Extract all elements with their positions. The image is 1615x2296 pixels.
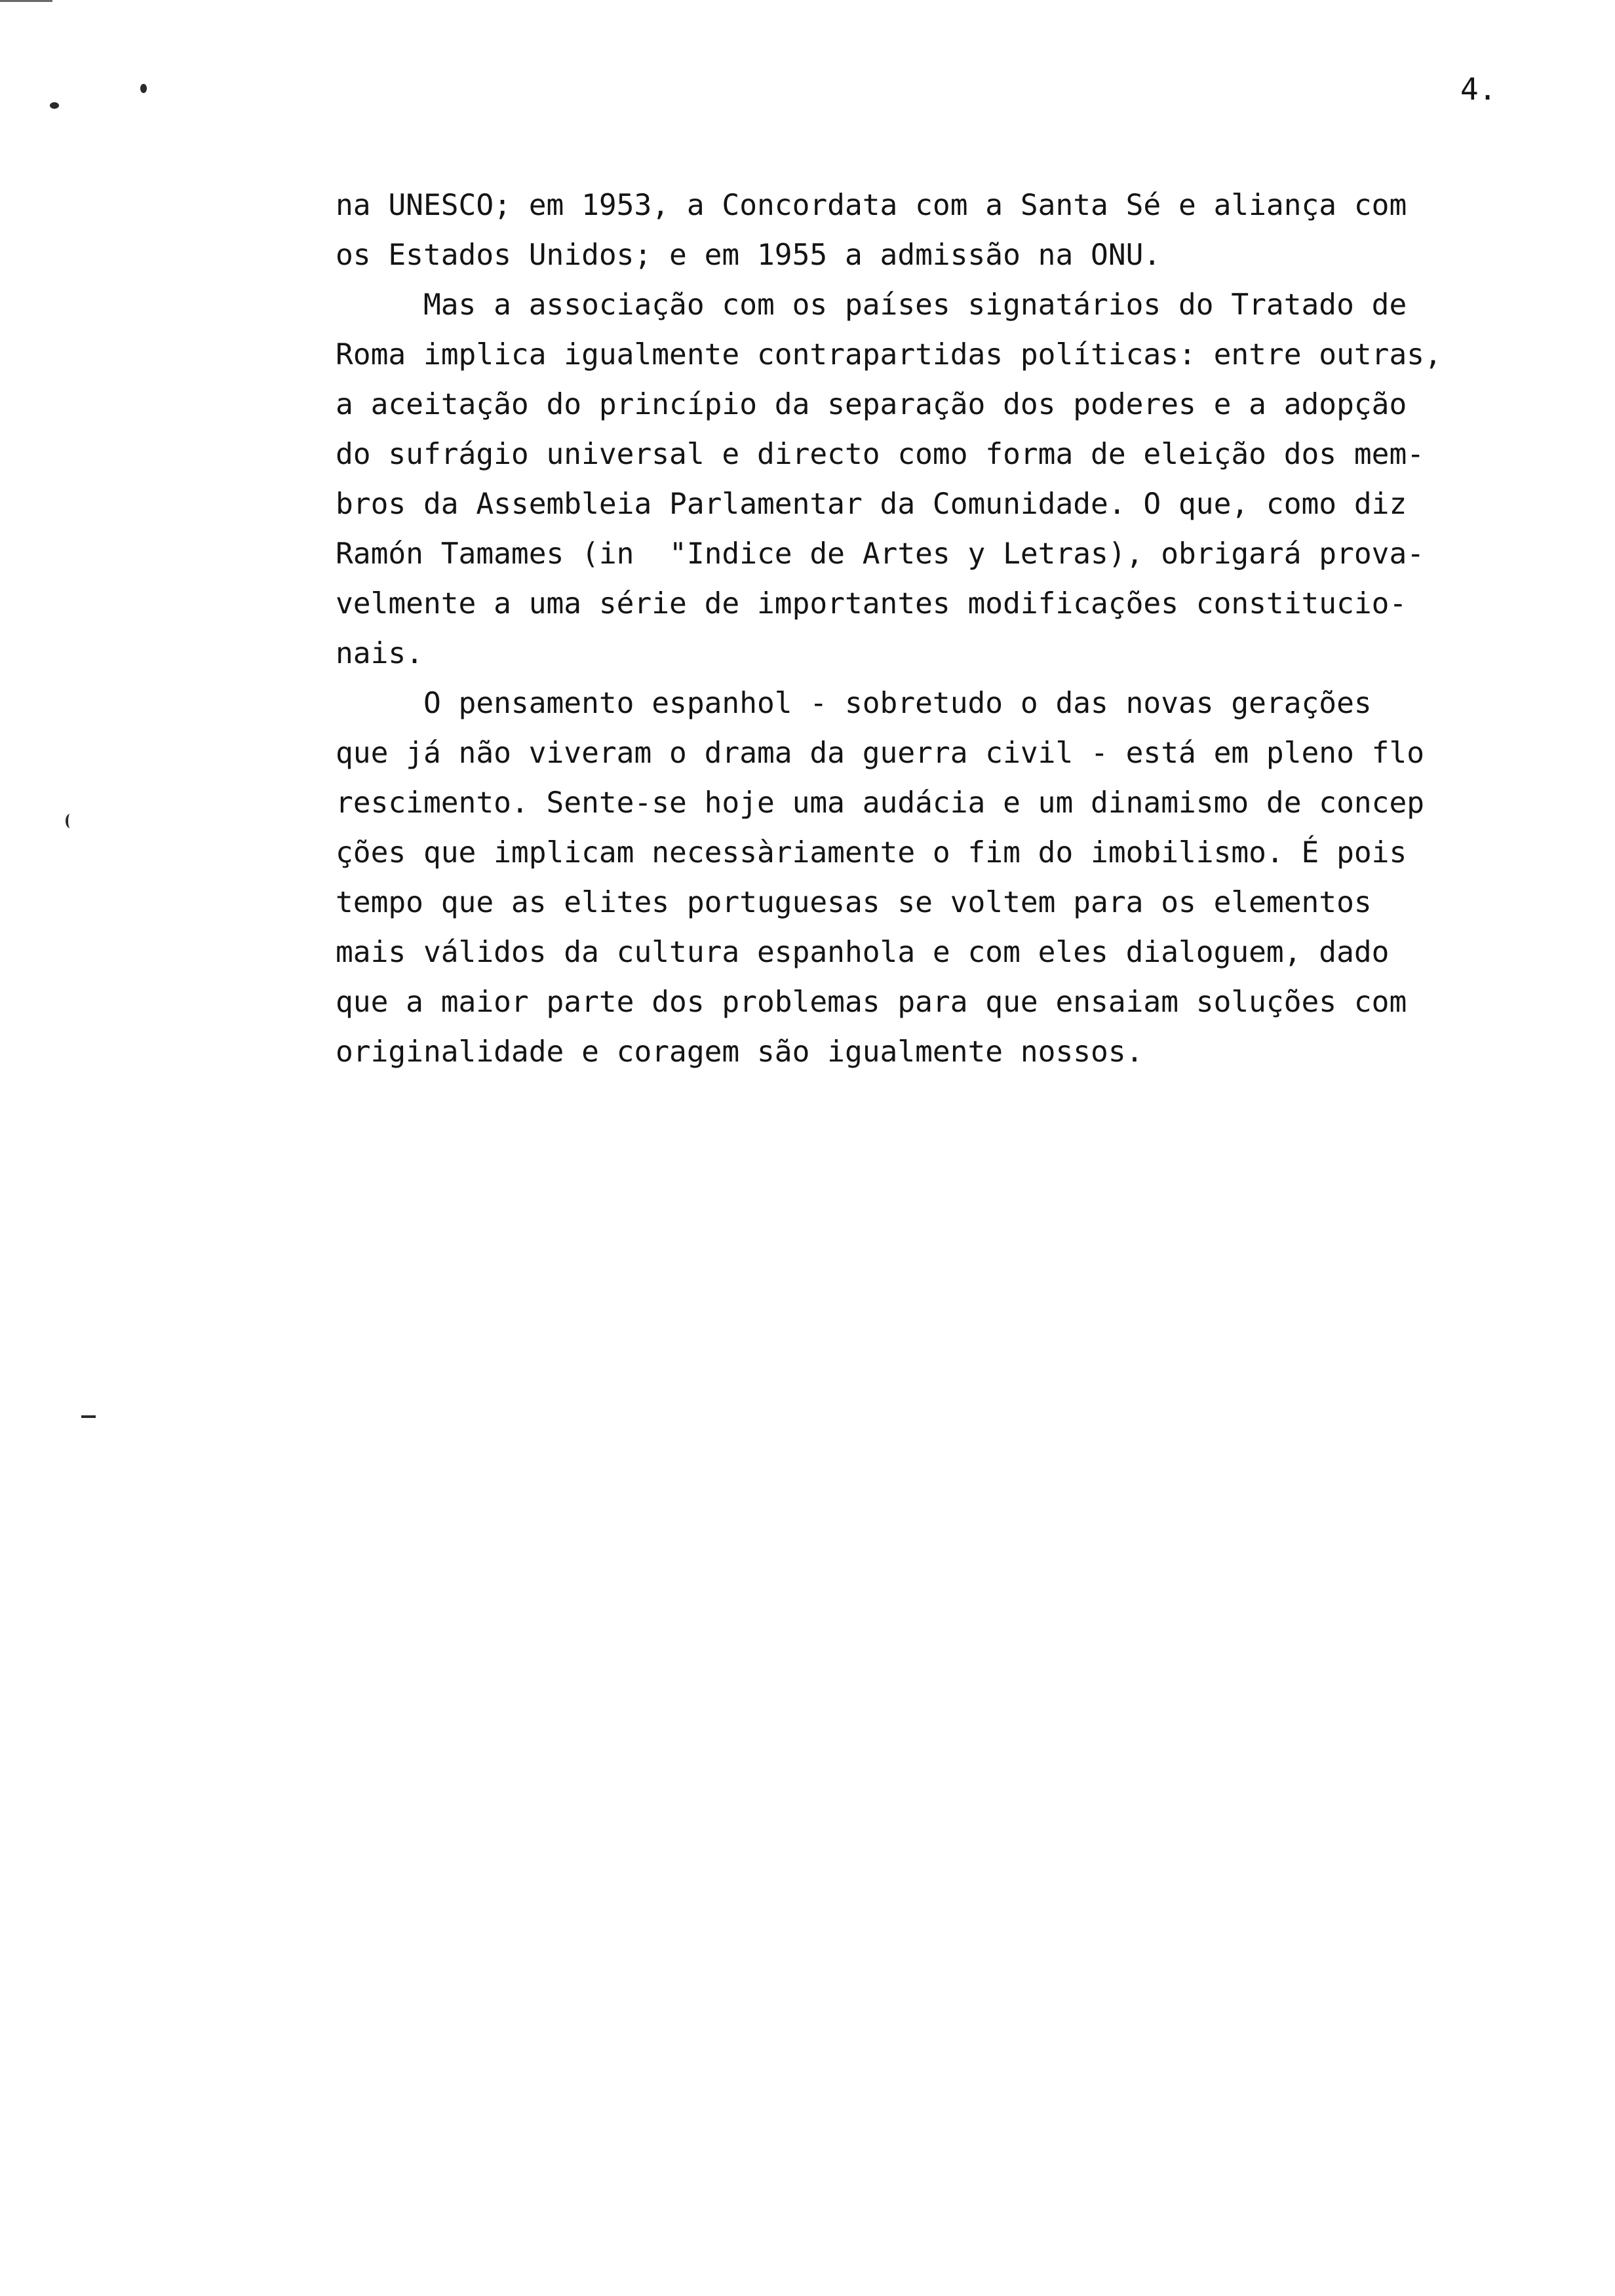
text-line: a aceitação do princípio da separação dos poderes e a adopção <box>336 388 1407 421</box>
top-edge-rule <box>0 0 52 2</box>
text-line: Roma implica igualmente contrapartidas políticas: entre outras, <box>336 338 1442 372</box>
page-number: 4. <box>1460 71 1497 107</box>
text-line: ções que implicam necessàriamente o fim do imobilismo. É pois <box>336 836 1407 870</box>
text-line: que a maior parte dos problemas para que ensaiam soluções com <box>336 985 1407 1019</box>
text-line: os Estados Unidos; e em 1955 a admissão na ONU. <box>336 239 1161 272</box>
margin-ink-mark <box>66 814 75 828</box>
text-line: do sufrágio universal e directo como forma de eleição dos mem- <box>336 438 1425 471</box>
text-line: que já não viveram o drama da guerra civil - está em pleno flo <box>336 737 1425 770</box>
typewritten-text <box>336 181 1581 1077</box>
margin-ink-mark <box>81 1415 96 1418</box>
text-line: nais. <box>336 637 423 670</box>
text-line: O pensamento espanhol - sobretudo o das novas gerações <box>336 687 1372 720</box>
margin-ink-mark <box>140 84 147 93</box>
text-line: velmente a uma série de importantes modificações constitucio- <box>336 587 1407 621</box>
text-line: originalidade e coragem são igualmente nossos. <box>336 1035 1144 1069</box>
text-line: Mas a associação com os países signatários do Tratado de <box>336 288 1407 322</box>
margin-ink-mark <box>50 102 59 109</box>
text-line: tempo que as elites portuguesas se voltem para os elementos <box>336 886 1372 919</box>
text-line: bros da Assembleia Parlamentar da Comunidade. O que, como diz <box>336 488 1407 521</box>
text-line: Ramón Tamames (in "Indice de Artes y Letras), obrigará prova- <box>336 537 1425 571</box>
text-line: na UNESCO; em 1953, a Concordata com a Santa Sé e aliança com <box>336 189 1407 222</box>
text-line: rescimento. Sente-se hoje uma audácia e um dinamismo de concep <box>336 786 1425 820</box>
text-line: mais válidos da cultura espanhola e com eles dialoguem, dado <box>336 936 1390 969</box>
